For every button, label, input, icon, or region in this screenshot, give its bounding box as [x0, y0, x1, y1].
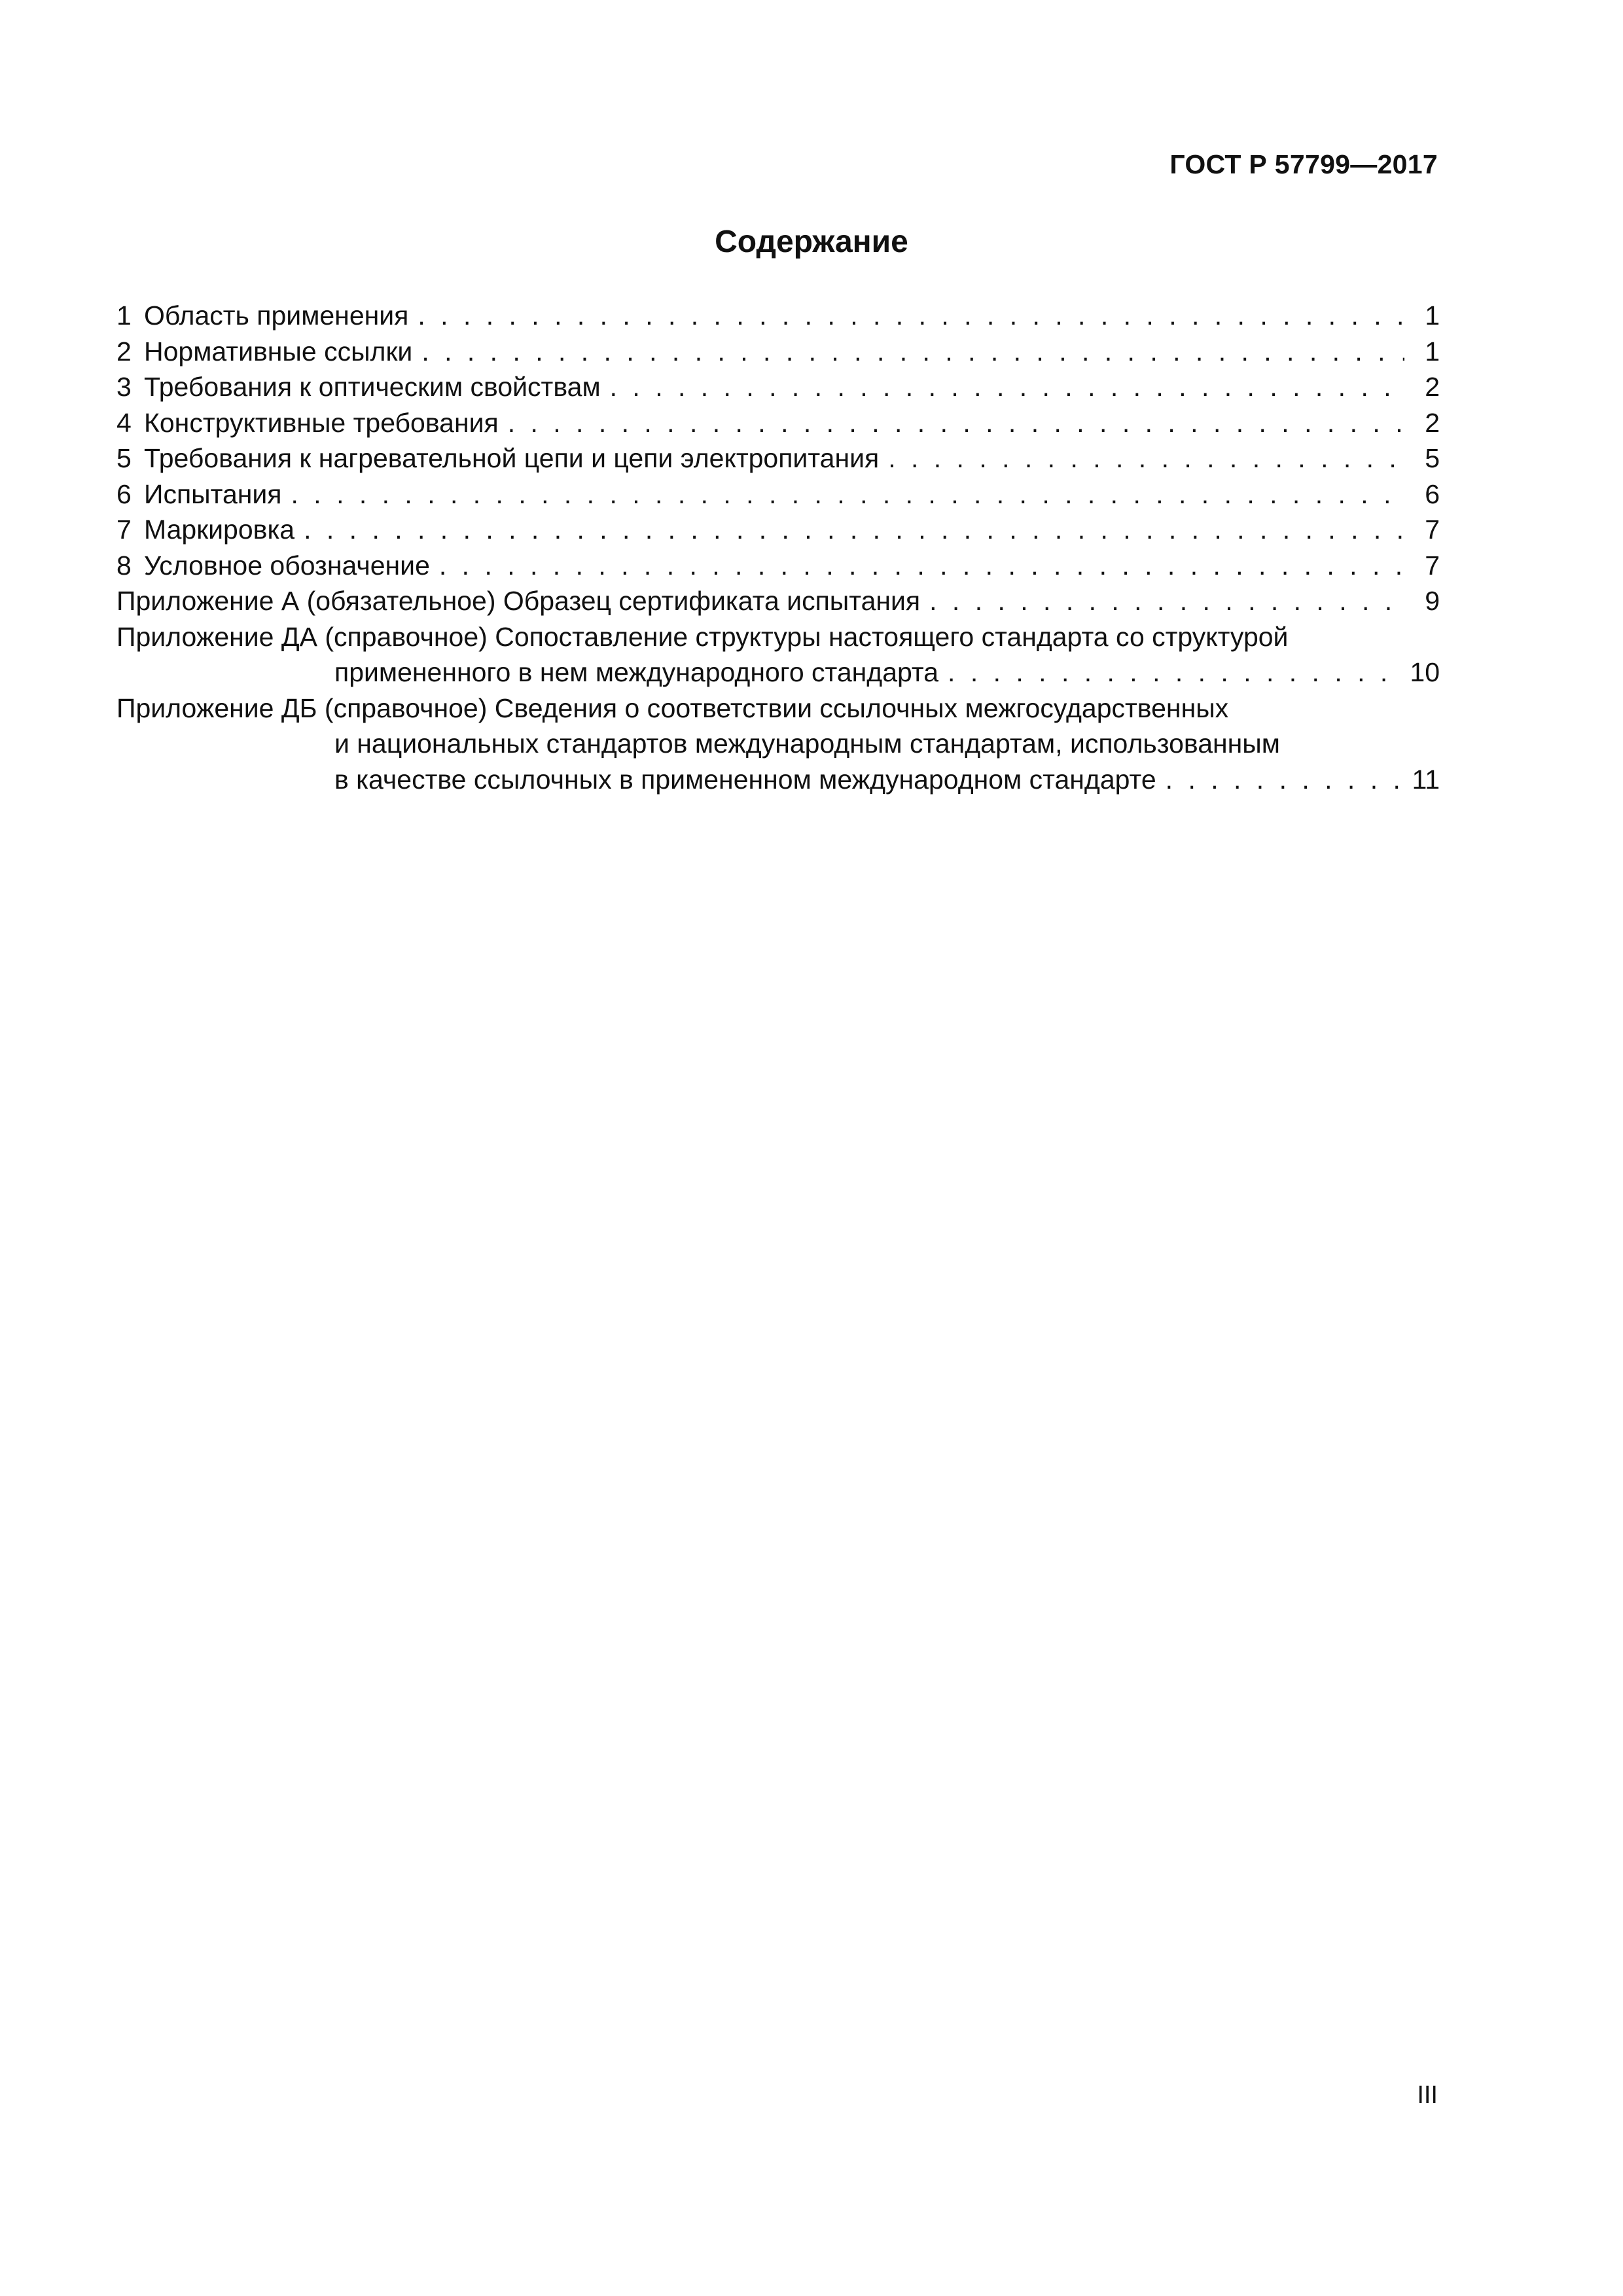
toc-entry-3[interactable]: 3 Требования к оптическим свойствам . . . 2 [116, 369, 1440, 405]
toc-entry-2[interactable]: 2 Нормативные ссылки . . . 1 [116, 334, 1440, 370]
toc-entry-7[interactable]: 7 Маркировка . . . 7 [116, 512, 1440, 548]
toc-annex-db[interactable]: Приложение ДБ (справочное) Сведения о соответствии ссылочных межгосударственных и национальных стандартов международным стандартам, использованным в качестве ссылочных в примененном международном стандарте . . . 11 [116, 691, 1440, 798]
toc-entry-4[interactable]: 4 Конструктивные требования . . . 2 [116, 405, 1440, 441]
toc-entry-5[interactable]: 5 Требования к нагревательной цепи и цепи электропитания . . . 5 [116, 440, 1440, 476]
standard-code: ГОСТ Р 57799—2017 [1169, 149, 1438, 179]
toc-entry-6[interactable]: 6 Испытания . . . 6 [116, 476, 1440, 512]
toc-annex-a[interactable]: Приложение А (обязательное) Образец сертификата испытания . . . 9 [116, 583, 1440, 619]
toc-annex-da[interactable]: Приложение ДА (справочное) Сопоставление структуры настоящего стандарта со структурой примененного в нем международного стандарта . . . 10 [116, 619, 1440, 691]
toc-entry-8[interactable]: 8 Условное обозначение . . . 7 [116, 548, 1440, 584]
table-of-contents [116, 298, 1440, 797]
toc-entry-1[interactable]: 1 Область применения . . . 1 [116, 298, 1440, 334]
page-number: III [1417, 2081, 1438, 2109]
page-title: Содержание [715, 224, 908, 259]
